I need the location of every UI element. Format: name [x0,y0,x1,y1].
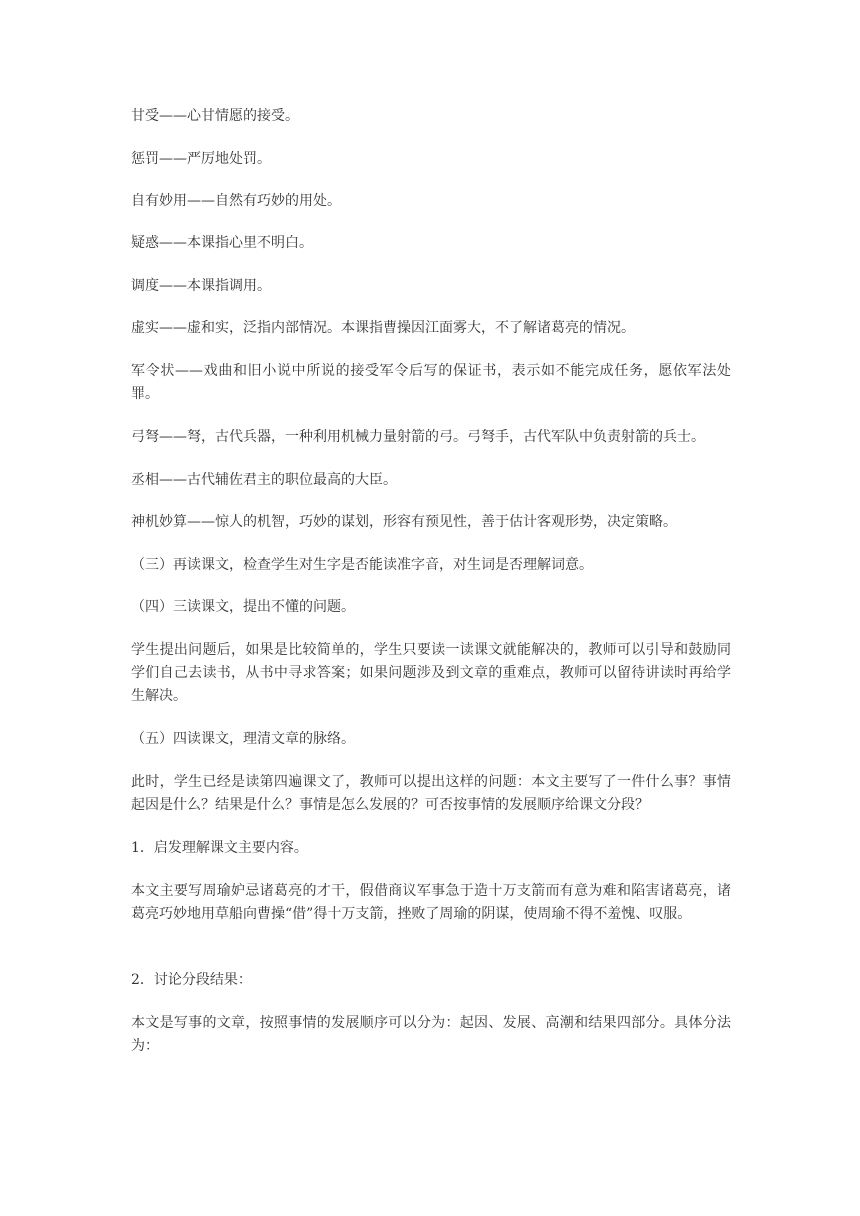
step-four-questions: （四）三读课文，提出不懂的问题。 [131,599,355,615]
definition-cheng-fa: 惩罚——严厉地处罚。 [131,151,271,167]
point-two-heading: 2．讨论分段结果： [131,972,252,988]
point-one-heading: 1．启发理解课文主要内容。 [131,840,308,856]
definition-jun-ling-zhuang: 军令状——戏曲和旧小说中所说的接受军令后写的保证书，表示如不能完成任务，愿依军法处罪。 [131,363,731,402]
questions-guidance-paragraph: 学生提出问题后，如果是比较简单的，学生只要读一读课文就能解决的，教师可以引导和鼓励同学们自己去读书，从书中寻求答案；如果问题涉及到文章的重难点，教师可以留待讲读时再给学生解决。 [131,642,731,704]
step-three-reread: （三）再读课文，检查学生对生字是否能读准字音，对生词是否理解词意。 [131,557,593,573]
step-five-structure: （五）四读课文，理清文章的脉络。 [131,731,355,747]
definition-gan-shou: 甘受——心甘情愿的接受。 [131,108,299,124]
teacher-questions-paragraph: 此时，学生已经是读第四遍课文了，教师可以提出这样的问题：本文主要写了一件什么事？事情起因是什么？结果是什么？事情是怎么发展的？可否按事情的发展顺序给课文分段？ [131,774,731,813]
main-content-paragraph: 本文主要写周瑜妒忌诸葛亮的才干，假借商议军事急于造十万支箭而有意为难和陷害诸葛亮，诸葛亮巧妙地用草船向曹操“借”得十万支箭，挫败了周瑜的阴谋，使周瑜不得不羞愧、叹服。 [131,883,731,922]
definition-xu-shi: 虚实——虚和实，泛指内部情况。本课指曹操因江面雾大，不了解诸葛亮的情况。 [131,320,635,336]
definition-shen-ji-miao-suan: 神机妙算——惊人的机智，巧妙的谋划，形容有预见性，善于估计客观形势，决定策略。 [131,514,677,530]
definition-diao-du: 调度——本课指调用。 [131,278,271,294]
segmentation-paragraph: 本文是写事的文章，按照事情的发展顺序可以分为：起因、发展、高潮和结果四部分。具体分法为： [131,1015,731,1054]
definition-zi-you-miao-yong: 自有妙用——自然有巧妙的用处。 [131,193,341,209]
definition-gong-nu: 弓弩——弩，古代兵器，一种利用机械力量射箭的弓。弓弩手，古代军队中负责射箭的兵士。 [131,429,705,445]
definition-cheng-xiang: 丞相——古代辅佐君主的职位最高的大臣。 [131,472,397,488]
definition-yi-huo: 疑惑——本课指心里不明白。 [131,235,313,251]
